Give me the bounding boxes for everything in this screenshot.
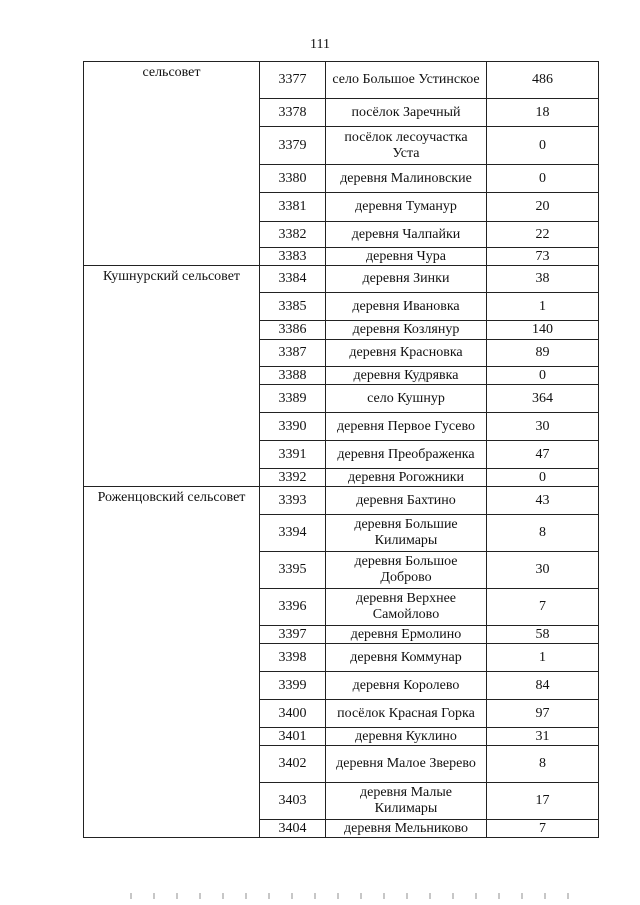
number-cell: 3391 xyxy=(260,441,326,469)
settlement-name-cell: деревня Первое Гусево xyxy=(326,413,487,441)
number-cell: 3388 xyxy=(260,367,326,385)
number-cell: 3389 xyxy=(260,385,326,413)
table-row xyxy=(84,487,599,515)
population-cell: 43 xyxy=(487,487,599,515)
population-cell: 18 xyxy=(487,99,599,127)
number-cell: 3384 xyxy=(260,266,326,293)
settlement-name-cell: деревня Куклино xyxy=(326,728,487,746)
settlement-name-cell: посёлок Заречный xyxy=(326,99,487,127)
settlement-name-cell: деревня Малые Килимары xyxy=(326,783,487,820)
population-cell: 486 xyxy=(487,62,599,99)
settlement-name-cell: деревня Чалпайки xyxy=(326,222,487,248)
population-cell: 8 xyxy=(487,746,599,783)
population-cell: 1 xyxy=(487,644,599,672)
settlement-name-cell: деревня Большие Килимары xyxy=(326,515,487,552)
population-cell: 89 xyxy=(487,340,599,367)
population-cell: 47 xyxy=(487,441,599,469)
settlement-name-cell: деревня Большое Доброво xyxy=(326,552,487,589)
settlement-name-cell: деревня Мельниково xyxy=(326,820,487,838)
number-cell: 3404 xyxy=(260,820,326,838)
settlement-name-cell: деревня Ивановка xyxy=(326,293,487,321)
council-cell: сельсовет xyxy=(84,62,260,266)
number-cell: 3402 xyxy=(260,746,326,783)
number-cell: 3386 xyxy=(260,321,326,340)
population-cell: 8 xyxy=(487,515,599,552)
settlement-name-cell: деревня Малиновские xyxy=(326,165,487,193)
settlements-table-body xyxy=(84,62,599,838)
population-cell: 1 xyxy=(487,293,599,321)
settlement-name-cell: деревня Красновка xyxy=(326,340,487,367)
population-cell: 38 xyxy=(487,266,599,293)
number-cell: 3393 xyxy=(260,487,326,515)
settlement-name-cell: посёлок Красная Горка xyxy=(326,700,487,728)
number-cell: 3385 xyxy=(260,293,326,321)
number-cell: 3379 xyxy=(260,127,326,165)
settlement-name-cell: село Кушнур xyxy=(326,385,487,413)
council-cell: Роженцовский сельсовет xyxy=(84,487,260,838)
settlement-name-cell: деревня Козлянур xyxy=(326,321,487,340)
number-cell: 3378 xyxy=(260,99,326,127)
settlement-name-cell: деревня Верхнее Самойлово xyxy=(326,589,487,626)
population-cell: 22 xyxy=(487,222,599,248)
settlement-name-cell: деревня Кудрявка xyxy=(326,367,487,385)
number-cell: 3392 xyxy=(260,469,326,487)
number-cell: 3399 xyxy=(260,672,326,700)
number-cell: 3383 xyxy=(260,248,326,266)
settlement-name-cell: село Большое Устинское xyxy=(326,62,487,99)
number-cell: 3395 xyxy=(260,552,326,589)
number-cell: 3394 xyxy=(260,515,326,552)
settlement-name-cell: деревня Малое Зверево xyxy=(326,746,487,783)
population-cell: 84 xyxy=(487,672,599,700)
population-cell: 73 xyxy=(487,248,599,266)
population-cell: 20 xyxy=(487,193,599,222)
number-cell: 3397 xyxy=(260,626,326,644)
scan-artifact xyxy=(130,893,590,899)
population-cell: 17 xyxy=(487,783,599,820)
settlement-name-cell: деревня Рогожники xyxy=(326,469,487,487)
settlement-name-cell: деревня Туманур xyxy=(326,193,487,222)
population-cell: 0 xyxy=(487,469,599,487)
page-number: 111 xyxy=(310,37,330,52)
settlement-name-cell: посёлок лесоучастка Уста xyxy=(326,127,487,165)
settlement-name-cell: деревня Зинки xyxy=(326,266,487,293)
population-cell: 0 xyxy=(487,127,599,165)
population-cell: 31 xyxy=(487,728,599,746)
settlement-name-cell: деревня Коммунар xyxy=(326,644,487,672)
population-cell: 140 xyxy=(487,321,599,340)
population-cell: 7 xyxy=(487,589,599,626)
population-cell: 364 xyxy=(487,385,599,413)
population-cell: 0 xyxy=(487,367,599,385)
number-cell: 3377 xyxy=(260,62,326,99)
table-row xyxy=(84,62,599,99)
number-cell: 3382 xyxy=(260,222,326,248)
settlement-name-cell: деревня Королево xyxy=(326,672,487,700)
number-cell: 3390 xyxy=(260,413,326,441)
settlement-name-cell: деревня Ермолино xyxy=(326,626,487,644)
population-cell: 0 xyxy=(487,165,599,193)
settlement-name-cell: деревня Преображенка xyxy=(326,441,487,469)
population-cell: 7 xyxy=(487,820,599,838)
number-cell: 3400 xyxy=(260,700,326,728)
council-cell: Кушнурский сельсовет xyxy=(84,266,260,487)
number-cell: 3401 xyxy=(260,728,326,746)
number-cell: 3381 xyxy=(260,193,326,222)
population-cell: 97 xyxy=(487,700,599,728)
number-cell: 3380 xyxy=(260,165,326,193)
table-row xyxy=(84,266,599,293)
number-cell: 3396 xyxy=(260,589,326,626)
population-cell: 30 xyxy=(487,552,599,589)
settlements-table xyxy=(83,61,599,838)
number-cell: 3387 xyxy=(260,340,326,367)
settlement-name-cell: деревня Чура xyxy=(326,248,487,266)
number-cell: 3398 xyxy=(260,644,326,672)
settlement-name-cell: деревня Бахтино xyxy=(326,487,487,515)
population-cell: 58 xyxy=(487,626,599,644)
number-cell: 3403 xyxy=(260,783,326,820)
population-cell: 30 xyxy=(487,413,599,441)
